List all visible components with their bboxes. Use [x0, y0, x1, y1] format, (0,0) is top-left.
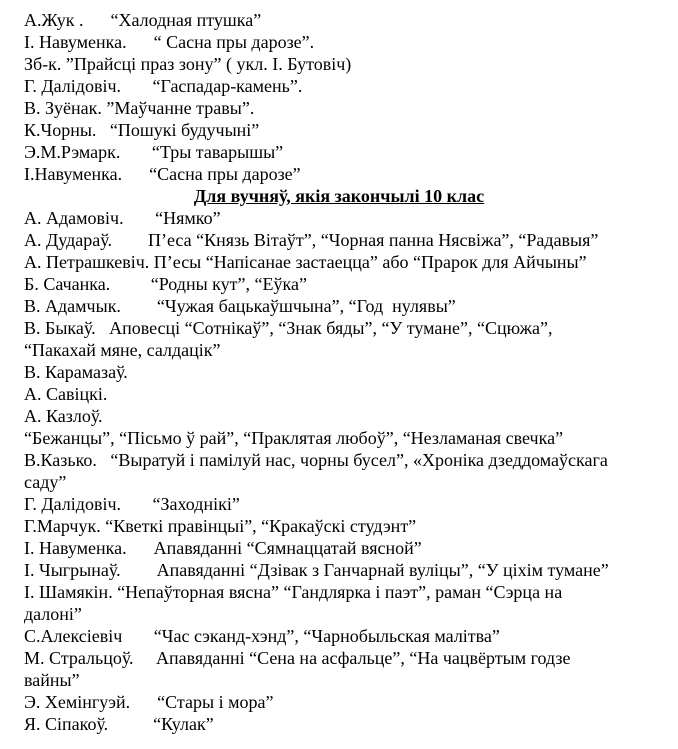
- text-line: В. Карамазаў.: [24, 362, 128, 382]
- text-line: І.Навуменка. “Сасна пры дарозе”: [24, 164, 301, 184]
- text-line: К.Чорны. “Пошукі будучыні”: [24, 120, 260, 140]
- text-line: І. Навуменка. Апавяданні “Сямнаццатай вясной”: [24, 538, 422, 558]
- text-line: “Пакахай мяне, салдацік”: [24, 340, 221, 360]
- text-line: “Бежанцы”, “Пісьмо ў рай”, “Праклятая любоў”, “Незламаная свечка”: [24, 428, 564, 448]
- text-line: В. Адамчык. “Чужая бацькаўшчына”, “Год нулявы”: [24, 296, 456, 316]
- text-line: А. Савіцкі.: [24, 384, 108, 404]
- text-line: А. Адамовіч. “Нямко”: [24, 208, 221, 228]
- text-line: вайны”: [24, 670, 80, 690]
- text-line: Б. Сачанка. “Родны кут”, “Еўка”: [24, 274, 307, 294]
- text-line: Я. Сіпакоў. “Кулак”: [24, 714, 214, 734]
- text-line: Зб-к. ”Прайсці праз зону” ( укл. І. Бутовіч): [24, 54, 352, 74]
- text-line: Г. Далідовіч. “Гаспадар-камень”.: [24, 76, 303, 96]
- text-line: А. Петрашкевіч. П’есы “Напісанае застаецца” або “Прарок для Айчыны”: [24, 252, 587, 272]
- text-line: І. Шамякін. “Непаўторная вясна” “Гандлярка і паэт”, раман “Сэрца на: [24, 582, 563, 602]
- text-line: А. Дудараў. П’еса “Князь Вітаўт”, “Чорная панна Нясвіжа”, “Радавыя”: [24, 230, 599, 250]
- text-line: І. Навуменка. “ Сасна пры дарозе”.: [24, 32, 315, 52]
- text-line: В. Быкаў. Аповесці “Сотнікаў”, “Знак бяды”, “У тумане”, “Сцюжа”,: [24, 318, 553, 338]
- text-line: Г. Далідовіч. “Заходнікі”: [24, 494, 240, 514]
- text-line: Э. Хемінгуэй. “Стары і мора”: [24, 692, 274, 712]
- text-line: А. Казлоў.: [24, 406, 103, 426]
- text-line: А.Жук . “Халодная птушка”: [24, 10, 262, 30]
- text-line: саду”: [24, 472, 67, 492]
- section-heading: Для вучняў, якія закончылі 10 клас: [193, 186, 485, 206]
- text-line: І. Чыгрынаў. Апавяданні “Дзівак з Ганчарнай вуліцы”, “У ціхім тумане”: [24, 560, 609, 580]
- text-line: С.Алексіевіч “Час сэканд-хэнд”, “Чарнобыльская малітва”: [24, 626, 500, 646]
- text-line: М. Стральцоў. Апавяданні “Сена на асфальце”, “На чацвёртым годзе: [24, 648, 571, 668]
- text-line: Э.М.Рэмарк. “Тры таварышы”: [24, 142, 284, 162]
- text-line: В. Зуёнак. ”Маўчанне травы”.: [24, 98, 255, 118]
- text-line: Г.Марчук. “Кветкі правінцыі”, “Кракаўскі студэнт”: [24, 516, 417, 536]
- text-line: далоні”: [24, 604, 82, 624]
- text-line: В.Казько. “Выратуй і памілуй нас, чорны бусел”, «Хроніка дзеддомаўскага: [24, 450, 608, 470]
